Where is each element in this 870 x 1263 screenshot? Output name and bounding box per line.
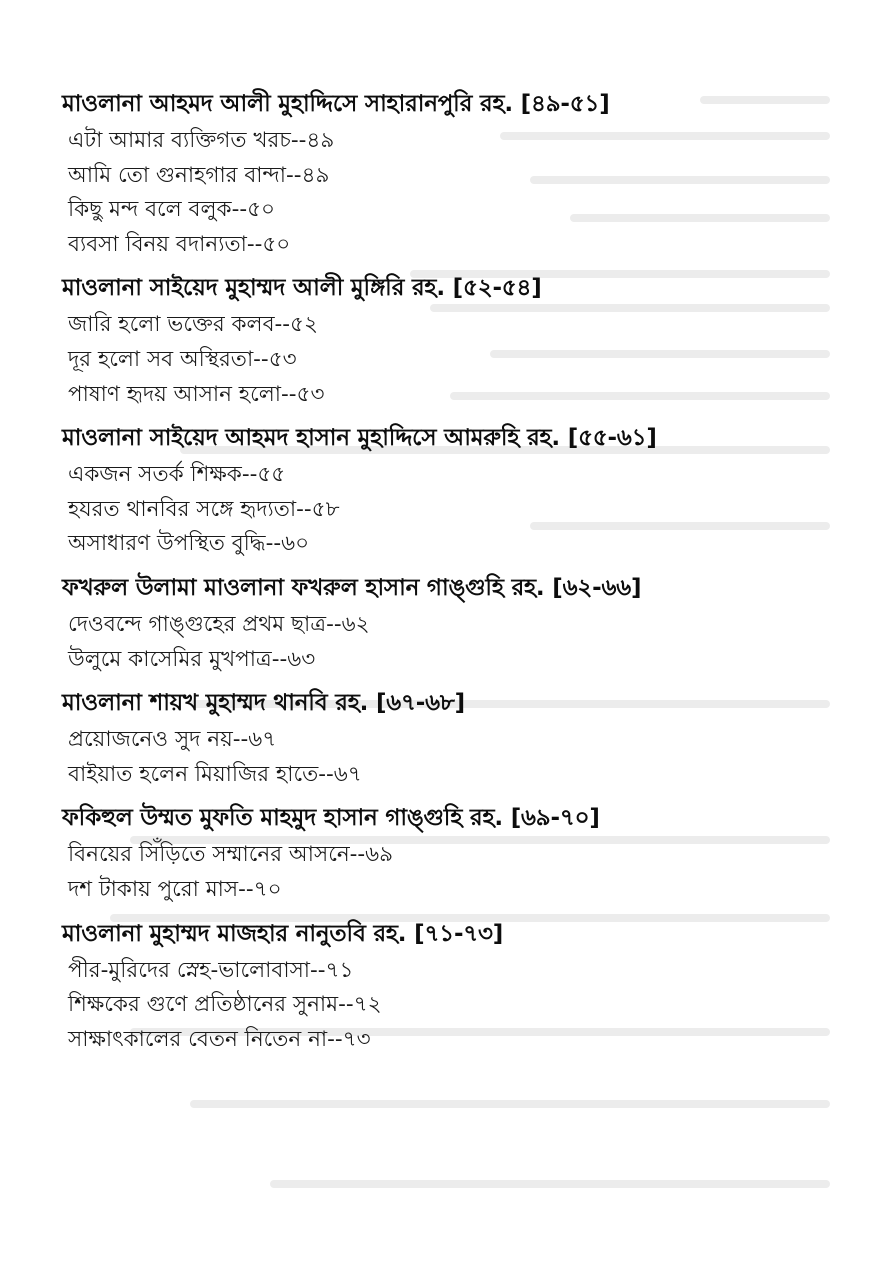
toc-entry: অসাধারণ উপস্থিত বুদ্ধি--৬০ [68,531,310,557]
table-of-contents [62,84,852,1057]
toc-entry: দেওবন্দে গাঙ্গুহের প্রথম ছাত্র--৬২ [68,611,370,637]
section-heading: ফখরুল উলামা মাওলানা ফখরুল হাসান গাঙ্গুহি রহ. [৬২-৬৬] [62,574,642,601]
toc-entry: জারি হলো ভক্তের কলব--৫২ [68,312,318,338]
toc-entry: কিছু মন্দ বলে বলুক--৫০ [68,197,276,223]
toc-section-muhammad-thanvi [62,683,852,792]
toc-entry: শিক্ষকের গুণে প্রতিষ্ঠানের সুনাম--৭২ [68,992,382,1018]
toc-entry: প্রয়োজনেও সুদ নয়--৬৭ [68,727,277,753]
show-through-line [270,1180,830,1188]
show-through-line [190,1100,830,1108]
section-heading: ফকিহুল উম্মত মুফতি মাহমুদ হাসান গাঙ্গুহি রহ. [৬৯-৭০] [62,805,600,832]
section-heading: মাওলানা সাইয়েদ মুহাম্মদ আলী মুঙ্গিরি রহ. [৫২-৫৪] [62,275,542,302]
toc-section-muhammad-ali-mungiri [62,268,852,412]
toc-entry: বিনয়ের সিঁড়িতে সম্মানের আসনে--৬৯ [68,842,394,868]
toc-section-mazhar-nanotvi [62,914,852,1058]
toc-section-ahmad-ali-saharanpuri [62,84,852,262]
section-heading: মাওলানা মুহাম্মদ মাজহার নানুতবি রহ. [৭১-৭৩] [62,920,504,947]
toc-entry: দশ টাকায় পুরো মাস--৭০ [68,876,282,902]
toc-entry: হযরত থানবির সঙ্গে হৃদ্যতা--৫৮ [68,496,340,522]
section-heading: মাওলানা শায়খ মুহাম্মদ থানবি রহ. [৬৭-৬৮] [62,690,465,717]
toc-entry: আমি তো গুনাহগার বান্দা--৪৯ [68,162,330,188]
toc-entry: উলুমে কাসেমির মুখপাত্র--৬৩ [68,646,316,672]
toc-entry: একজন সতর্ক শিক্ষক--৫৫ [68,462,286,488]
toc-section-fakhrul-hasan-gangohi [62,568,852,677]
toc-section-ahmad-hasan-amruhi [62,418,852,562]
section-heading: মাওলানা আহমদ আলী মুহাদ্দিসে সাহারানপুরি রহ. [৪৯-৫১] [62,91,610,117]
toc-section-mahmud-hasan-gangohi [62,798,852,907]
toc-entry: ব্যবসা বিনয় বদান্যতা--৫০ [68,231,291,257]
toc-entry: বাইয়াত হলেন মিয়াজির হাতে--৬৭ [68,761,362,787]
toc-entry: এটা আমার ব্যক্তিগত খরচ--৪৯ [68,128,335,153]
toc-entry: দূর হলো সব অস্থিরতা--৫৩ [68,346,297,372]
toc-entry: পাষাণ হৃদয় আসান হলো--৫৩ [68,381,325,407]
section-heading: মাওলানা সাইয়েদ আহমদ হাসান মুহাদ্দিসে আমরুহি রহ. [৫৫-৬১] [62,425,657,452]
toc-entry: সাক্ষাৎকালের বেতন নিতেন না--৭৩ [68,1026,371,1052]
toc-entry: পীর-মুরিদের স্নেহ-ভালোবাসা--৭১ [68,957,354,983]
